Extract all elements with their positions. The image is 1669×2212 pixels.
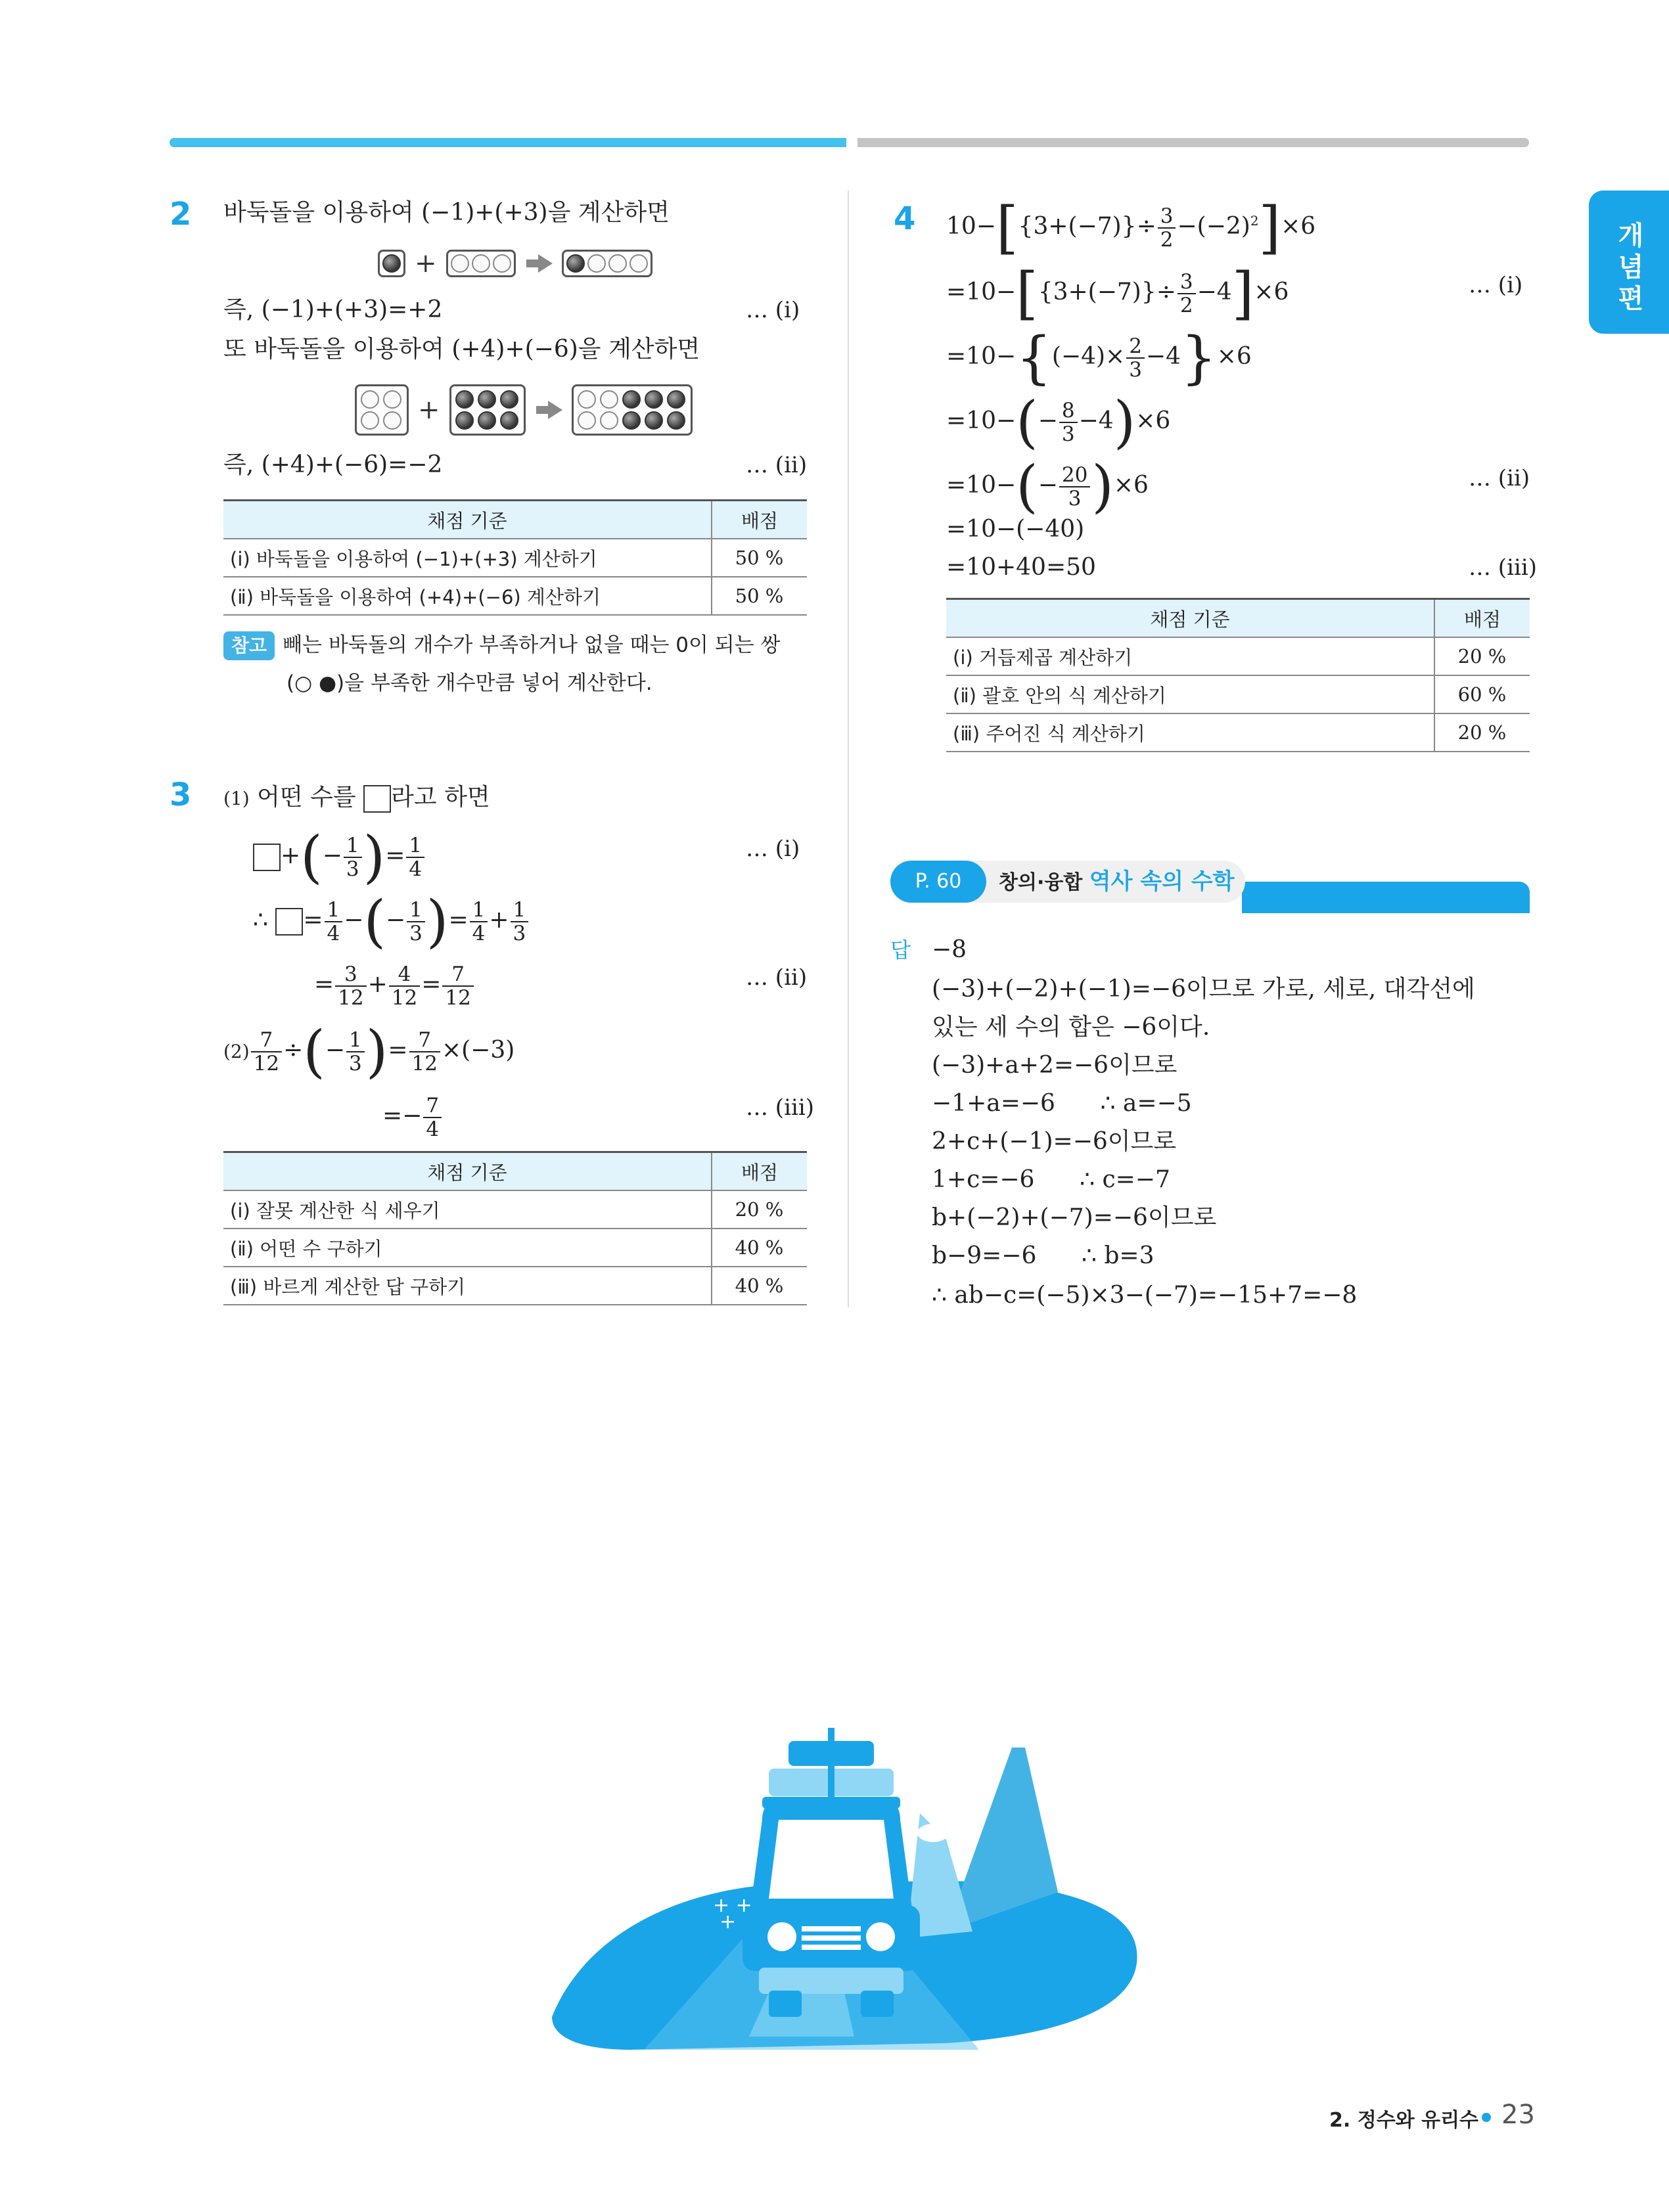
q3-eq-4: (2) $\frac{7}{12}$ ÷(− $\frac{1}{3}$ )= $\frac{7}{12}$ ×(−3) bbox=[223, 1019, 515, 1085]
car-landscape-illustration bbox=[552, 1721, 1143, 2063]
q3-mark-3: … (ⅲ) bbox=[746, 1095, 814, 1121]
table-header-points: 배점 bbox=[712, 1152, 807, 1191]
q3-mark-2: … (ⅱ) bbox=[746, 964, 808, 991]
p60-line-8: b−9=−6 ∴ b=3 bbox=[932, 1242, 1155, 1269]
question-3-number: 3 bbox=[170, 777, 192, 813]
q4-eq-3: =10−{(−4)× $\frac{2}{3}$ −4}×6 bbox=[946, 325, 1252, 391]
p60-line-9: ∴ ab−c=(−5)×3−(−7)=−15+7=−8 bbox=[932, 1282, 1358, 1309]
q4-eq-1: 10−[{3+(−7)}÷ $\frac{3}{2}$ $-(-2)^2]\times 6$ bbox=[946, 195, 1316, 261]
question-4-number: 4 bbox=[894, 200, 916, 237]
p60-line-6: 1+c=−6 ∴ c=−7 bbox=[932, 1166, 1170, 1193]
p60-line-1: (−3)+(−2)+(−1)=−6이므로 가로, 세로, 대각선에 bbox=[932, 976, 1475, 1003]
p60-line-3: (−3)+a+2=−6이므로 bbox=[932, 1052, 1177, 1079]
table-row: (ⅰ) 바둑돌을 이용하여 (−1)+(+3) 계산하기 50 % bbox=[223, 539, 807, 577]
q2-mark-2: … (ⅱ) bbox=[746, 452, 808, 478]
q3-eq-5: =− $\frac{7}{4}$ bbox=[382, 1095, 443, 1140]
footer-dot bbox=[1482, 2113, 1491, 2122]
q2-note: 참고 빼는 바둑돌의 개수가 부족하거나 없을 때는 0이 되는 쌍 bbox=[223, 631, 780, 660]
table-row: (ⅲ) 주어진 식 계산하기 20 % bbox=[946, 713, 1530, 752]
q2-grading-table bbox=[223, 499, 807, 616]
table-header-criteria: 채점 기준 bbox=[223, 501, 712, 539]
q2-line-3: 또 바둑돌을 이용하여 (+4)+(−6)을 계산하면 bbox=[223, 336, 700, 363]
q3-eq-3: = $\frac{3}{12}$ + $\frac{4}{12}$ = $\frac{7}{12}$ bbox=[314, 963, 475, 1009]
table-header-points: 배점 bbox=[712, 501, 807, 539]
q2-note-line-2: (○ ●)을 부족한 개수만큼 넣어 계산한다. bbox=[286, 671, 652, 695]
header-bar-right bbox=[857, 138, 1529, 147]
q4-eq-4: =10−(− $\frac{8}{3}$ −4)×6 bbox=[946, 390, 1171, 455]
table-row: (ⅲ) 바르게 계산한 답 구하기 40 % bbox=[223, 1267, 807, 1305]
q2-stones-diagram-1: + bbox=[378, 248, 652, 279]
table-row: (ⅱ) 어떤 수 구하기 40 % bbox=[223, 1229, 807, 1267]
q2-line-1: 바둑돌을 이용하여 (−1)+(+3)을 계산하면 bbox=[223, 199, 670, 226]
table-row: (ⅰ) 잘못 계산한 식 세우기 20 % bbox=[223, 1190, 807, 1229]
table-row: (ⅱ) 바둑돌을 이용하여 (+4)+(−6) 계산하기 50 % bbox=[223, 577, 807, 615]
table-header-criteria: 채점 기준 bbox=[946, 599, 1434, 638]
p60-answer: −8 bbox=[932, 936, 967, 963]
footer-chapter: 2. 정수와 유리수 bbox=[1329, 2109, 1479, 2132]
q3-eq-1: +(− $\frac{1}{3}$ )= $\frac{1}{4}$ bbox=[253, 834, 426, 880]
q2-line-4: 즉, (+4)+(−6)=−2 bbox=[223, 451, 443, 478]
table-row: (ⅱ) 괄호 안의 식 계산하기 60 % bbox=[946, 675, 1530, 713]
q3-part1-intro: (1) 어떤 수를 라고 하면 bbox=[223, 783, 490, 813]
q4-mark-3: … (ⅲ) bbox=[1469, 554, 1537, 581]
q4-eq-7: =10+40=50 bbox=[946, 554, 1096, 581]
p60-line-4: −1+a=−6 ∴ a=−5 bbox=[932, 1090, 1192, 1117]
q2-stones-diagram-2: + bbox=[355, 384, 693, 436]
q4-eq-5: =10−(− $\frac{20}{3}$ )×6 bbox=[946, 454, 1149, 520]
note-tag: 참고 bbox=[223, 631, 275, 660]
p60-line-5: 2+c+(−1)=−6이므로 bbox=[932, 1128, 1177, 1155]
p60-title-bar bbox=[1242, 882, 1530, 913]
q4-mark-1: … (ⅰ) bbox=[1469, 272, 1523, 298]
side-tab-label: 개념편 bbox=[1618, 221, 1644, 314]
q3-eq-2: ∴ = $\frac{1}{4}$ −(− $\frac{1}{3}$ )= $\frac{1}{4}$ + $\frac{1}{3}$ bbox=[253, 899, 530, 945]
p60-page-tag[interactable]: P. 60 bbox=[890, 861, 986, 903]
footer-page-number: 23 bbox=[1501, 2100, 1535, 2130]
p60-line-2: 있는 세 수의 합은 −6이다. bbox=[932, 1014, 1210, 1041]
p60-heading: 창의·융합 역사 속의 수학 bbox=[999, 869, 1235, 895]
q4-eq-6: =10−(−40) bbox=[946, 516, 1085, 543]
question-2-number: 2 bbox=[170, 196, 192, 233]
q3-grading-table bbox=[223, 1151, 807, 1305]
table-header-criteria: 채점 기준 bbox=[223, 1152, 712, 1191]
svg-text:+ +: + + bbox=[713, 1894, 752, 1917]
q4-grading-table bbox=[946, 598, 1530, 752]
unknown-box bbox=[363, 785, 391, 813]
table-header-points: 배점 bbox=[1434, 599, 1530, 638]
svg-text:+: + bbox=[720, 1910, 737, 1933]
q4-mark-2: … (ⅱ) bbox=[1469, 465, 1530, 491]
p60-answer-label: 답 bbox=[890, 937, 911, 962]
q2-mark-1: … (ⅰ) bbox=[746, 297, 800, 323]
q3-mark-1: … (ⅰ) bbox=[746, 836, 800, 862]
table-row: (ⅰ) 거듭제곱 계산하기 20 % bbox=[946, 637, 1530, 675]
column-divider bbox=[848, 191, 849, 1307]
header-bar-left bbox=[170, 138, 846, 147]
p60-line-7: b+(−2)+(−7)=−6이므로 bbox=[932, 1204, 1217, 1231]
q2-line-2: 즉, (−1)+(+3)=+2 bbox=[223, 296, 443, 323]
q4-eq-2: =10−[{3+(−7)}÷ $\frac{3}{2}$ −4]×6 bbox=[946, 261, 1289, 327]
